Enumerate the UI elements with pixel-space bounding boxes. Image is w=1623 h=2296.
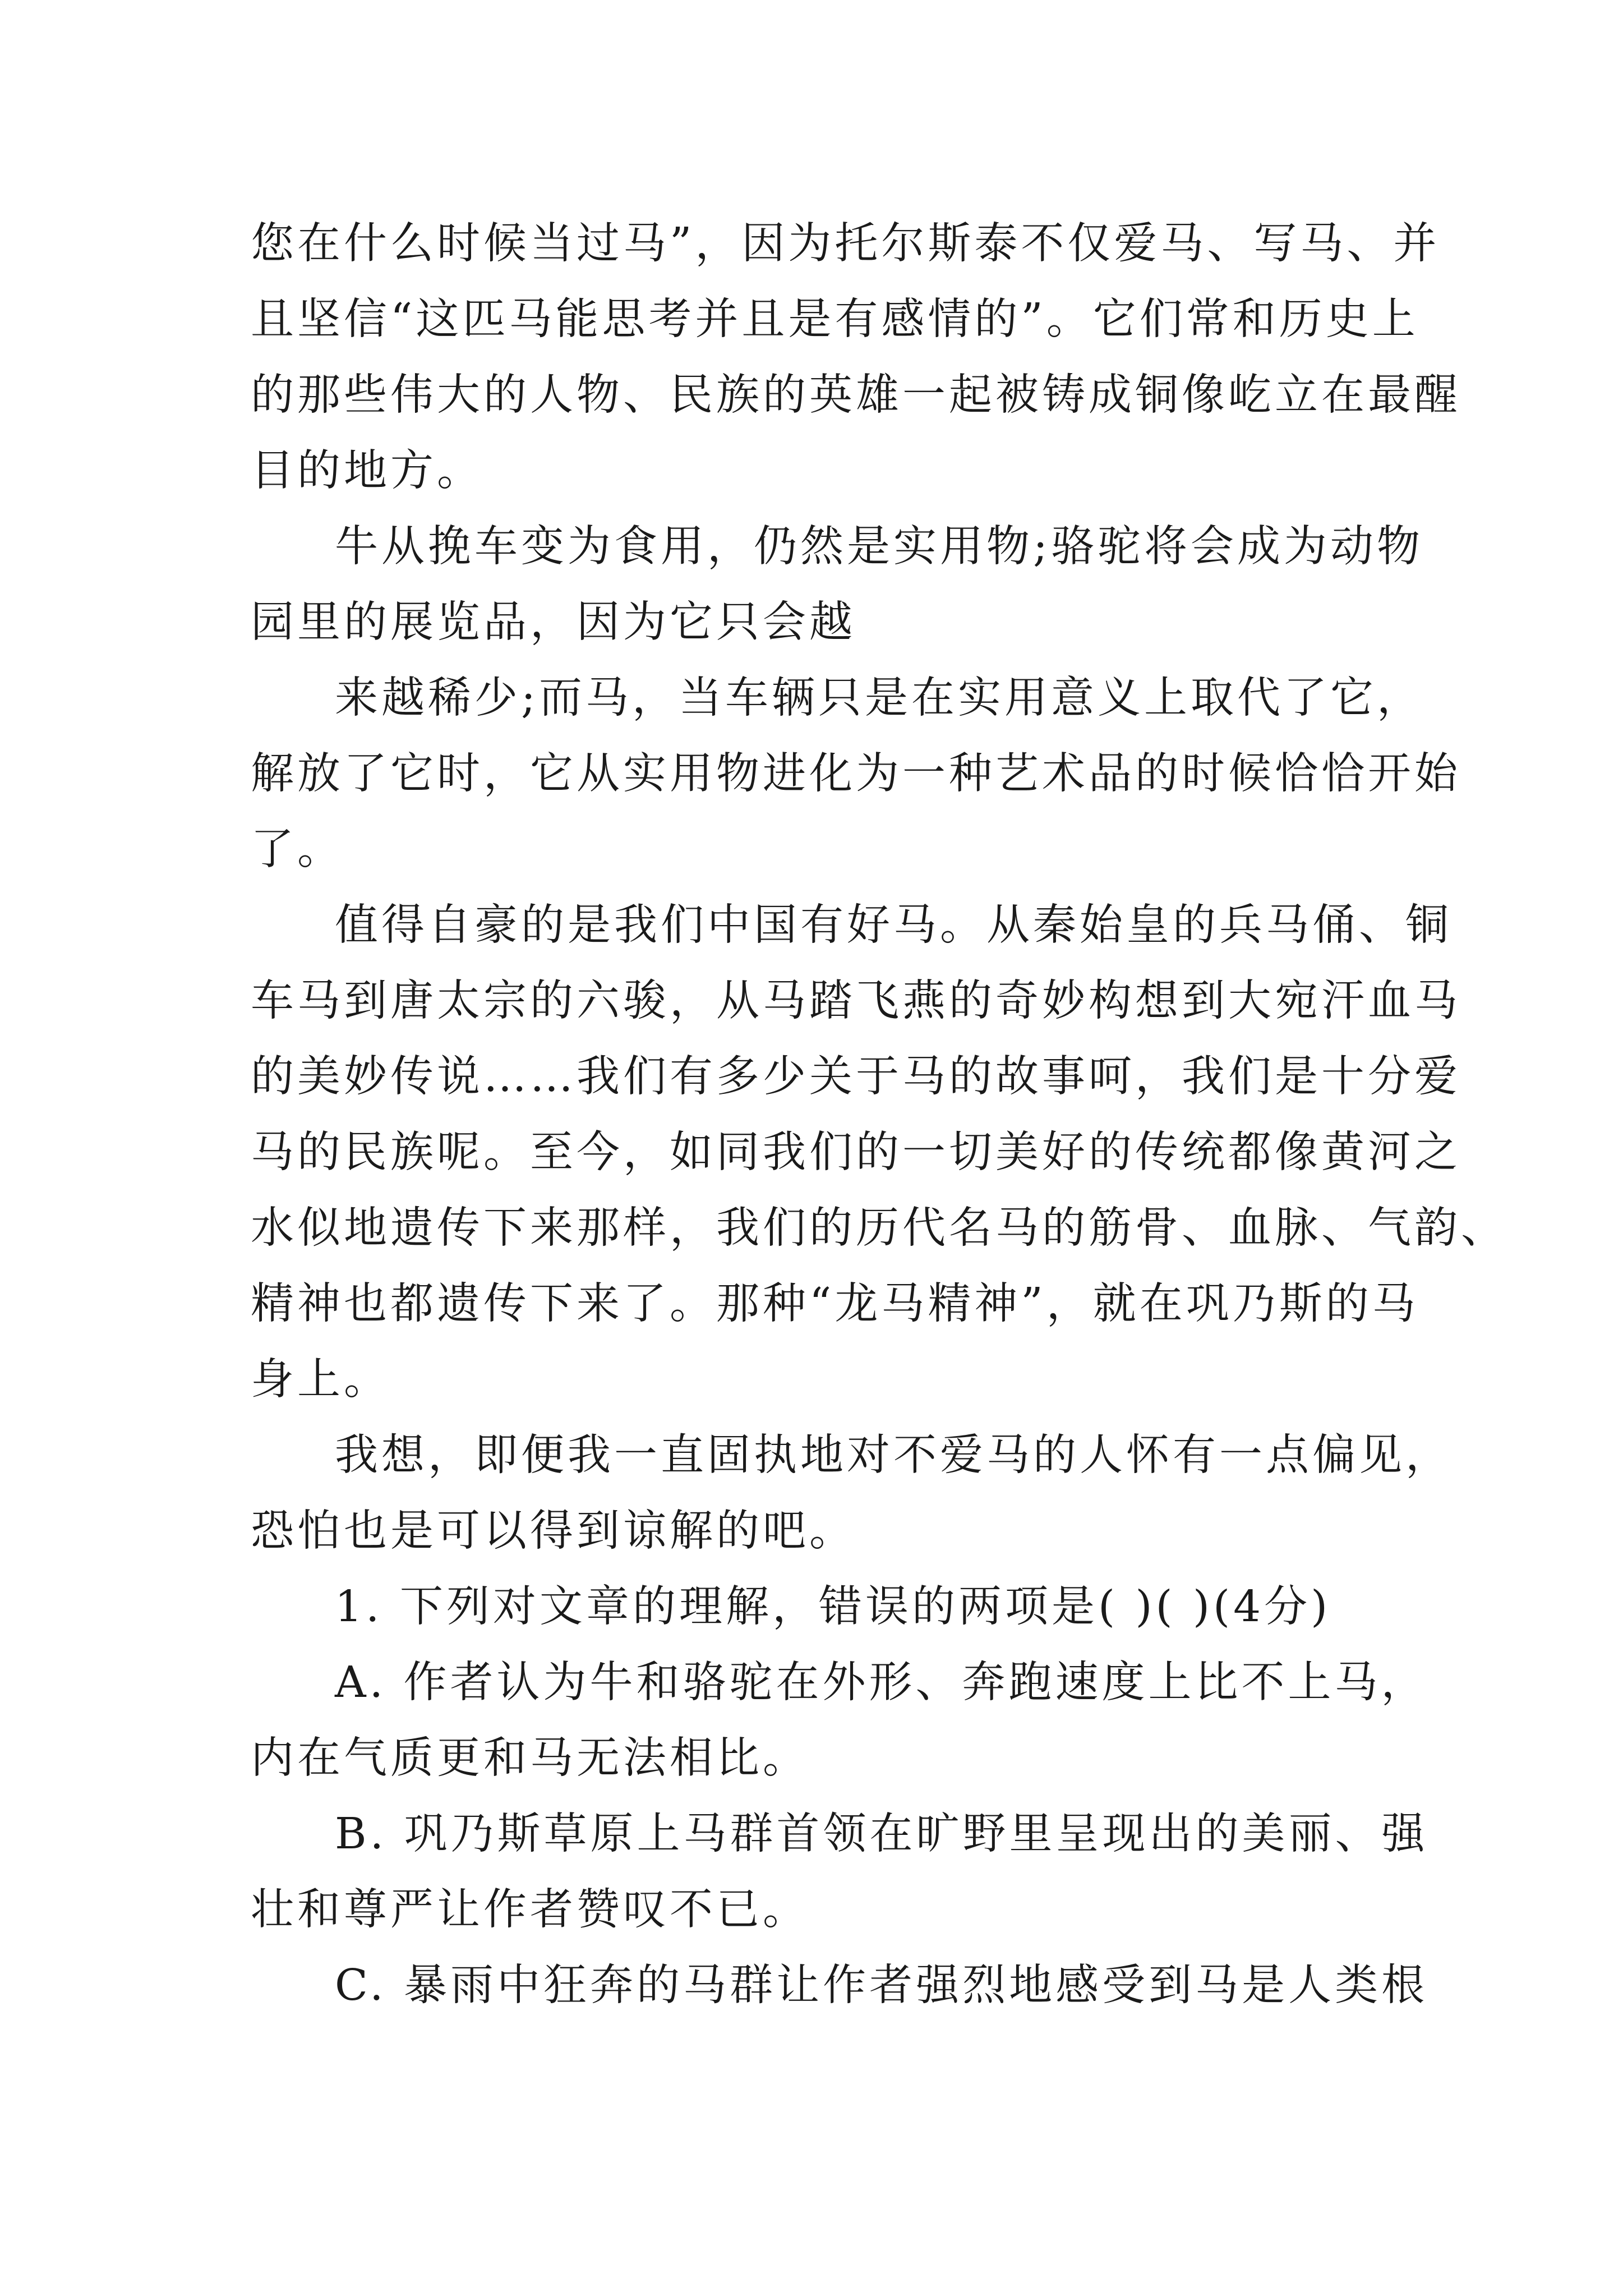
question-line: 1. 下列对文章的理解，错误的两项是( )( )(4分) bbox=[335, 1582, 1331, 1632]
text-line: 我想，即便我一直固执地对不爱马的人怀有一点偏见， bbox=[335, 1430, 1452, 1480]
text-line: 精神也都遗传下来了。那种“龙马精神”，就在巩乃斯的马 bbox=[251, 1279, 1419, 1329]
text-line: 目的地方。 bbox=[251, 446, 483, 496]
text-line: 园里的展览品，因为它只会越 bbox=[251, 597, 856, 647]
text-line: 了。 bbox=[251, 825, 344, 875]
option-c-line: C. 暴雨中狂奔的马群让作者强烈地感受到马是人类根 bbox=[335, 1961, 1428, 2010]
text-line: 身上。 bbox=[251, 1355, 390, 1405]
text-line: 车马到唐太宗的六骏，从马踏飞燕的奇妙构想到大宛汗血马 bbox=[251, 976, 1461, 1026]
text-line: 来越稀少;而马，当车辆只是在实用意义上取代了它， bbox=[335, 673, 1423, 723]
text-line: 值得自豪的是我们中国有好马。从秦始皇的兵马俑、铜 bbox=[335, 900, 1452, 950]
text-line: 的美妙传说……我们有多少关于马的故事呵，我们是十分爱 bbox=[251, 1052, 1461, 1102]
option-a-line: 内在气质更和马无法相比。 bbox=[251, 1733, 809, 1783]
text-line: 且坚信“这匹马能思考并且是有感情的”。它们常和历史上 bbox=[251, 295, 1419, 344]
text-line: 您在什么时候当过马”，因为托尔斯泰不仅爱马、写马、并 bbox=[251, 219, 1440, 269]
text-line: 水似地遗传下来那样，我们的历代名马的筋骨、血脉、气韵、 bbox=[251, 1203, 1507, 1253]
text-line: 马的民族呢。至今，如同我们的一切美好的传统都像黄河之 bbox=[251, 1128, 1461, 1177]
option-b-line: 壮和尊严让作者赞叹不已。 bbox=[251, 1885, 809, 1935]
text-line: 牛从挽车变为食用，仍然是实用物;骆驼将会成为动物 bbox=[335, 522, 1423, 572]
option-b-line: B. 巩乃斯草原上马群首领在旷野里呈现出的美丽、强 bbox=[335, 1809, 1428, 1859]
text-line: 解放了它时，它从实用物进化为一种艺术品的时候恰恰开始 bbox=[251, 749, 1461, 799]
text-line: 的那些伟大的人物、民族的英雄一起被铸成铜像屹立在最醒 bbox=[251, 370, 1461, 420]
option-a-line: A. 作者认为牛和骆驼在外形、奔跑速度上比不上马， bbox=[335, 1658, 1428, 1708]
text-line: 恐怕也是可以得到谅解的吧。 bbox=[251, 1506, 856, 1556]
